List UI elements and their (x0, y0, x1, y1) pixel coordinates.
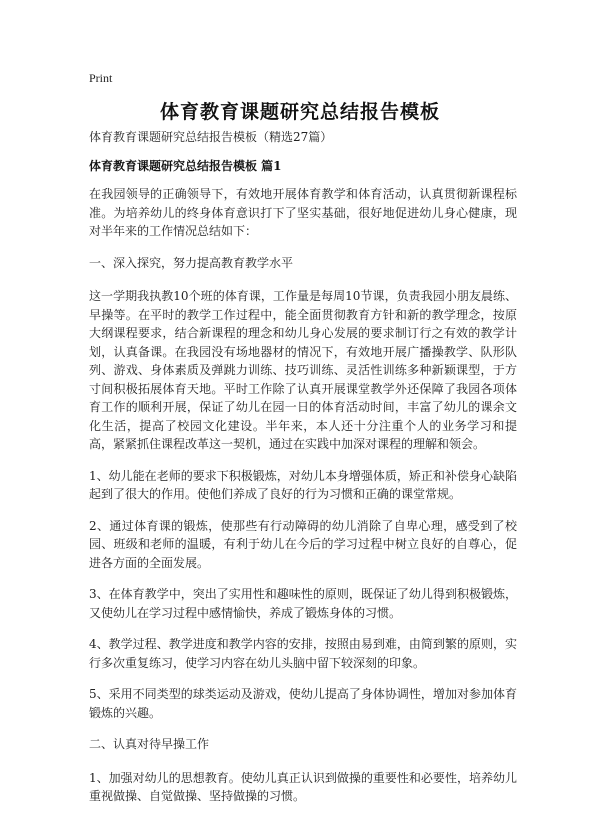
list-item-1: 1、幼儿能在老师的要求下积极锻炼，对幼儿本身增强体质，矫正和补偿身心缺陷起到了很大的作用。使他们养成了良好的行为习惯和正确的课堂常规。 (89, 468, 517, 501)
document-body (89, 128, 517, 819)
list-item-4: 4、教学过程、教学进度和教学内容的安排，按照由易到难，由简到繁的原则，实行多次重复练习，使学习内容在幼儿头脑中留下较深刻的印象。 (89, 637, 517, 670)
body-paragraph: 这一学期我执教10个班的体育课，工作量是每周10节课，负责我园小朋友晨练、早操等。在平时的教学工作过程中，能全面贯彻教育方针和新的教学理念，按原大纲课程要求，结合新课程的理念和幼儿身心发展的要求制订行之有效的教学计划，认真备课。在我园没有场地器材的情况下，有效地开展广播操教学、队形队列、游戏、身体素质及弹跳力训练、技巧训练、灵活性训练多种新颖课型，于方寸间积极拓展体育天地。平时工作除了认真开展课堂教学外还保障了我园各项体育工作的顺利开展，保证了幼儿在园一日的体育活动时间，丰富了幼儿的课余文化生活，提高了校园文化建设。半年来，本人还十分注重个人的业务学习和提高，紧紧抓住课程改革这一契机，通过在实践中加深对课程的理解和领会。 (89, 289, 517, 451)
list-item-5: 5、采用不同类型的球类运动及游戏，使幼儿提高了身体协调性，增加对参加体育锻炼的兴趣。 (89, 687, 517, 720)
page-title: 体育教育课题研究总结报告模板 (159, 101, 440, 123)
section-title: 体育教育课题研究总结报告模板 篇1 (89, 158, 282, 173)
list-item-2: 2、通过体育课的锻炼，使那些有行动障碍的幼儿消除了自卑心理，感受到了校园、班级和老师的温暖，有利于幼儿在今后的学习过程中树立良好的自尊心，促进各方面的全面发展。 (89, 518, 517, 570)
print-label[interactable]: Print (89, 71, 113, 85)
intro-paragraph: 在我园领导的正确领导下，有效地开展体育教学和体育活动，认真贯彻新课程标准。为培养幼儿的终身体育意识打下了坚实基础，很好地促进幼儿身心健康，现对半年来的工作情况总结如下： (89, 187, 517, 238)
list-item-3: 3、在体育教学中，突出了实用性和趣味性的原则，既保证了幼儿得到积极锻炼，又使幼儿在学习过程中感情愉快，养成了锻炼身体的习惯。 (89, 587, 517, 620)
document-subtitle: 体育教育课题研究总结报告模板（精选27篇） (89, 130, 333, 144)
section-heading-2: 二、认真对待早操工作 (89, 737, 210, 751)
list-item-6: 1、加强对幼儿的思想教育。使幼儿真正认识到做操的重要性和必要性，培养幼儿重视做操、自觉做操、坚持做操的习惯。 (89, 770, 517, 803)
section-heading-1: 一、深入探究，努力提高教育教学水平 (89, 255, 294, 270)
